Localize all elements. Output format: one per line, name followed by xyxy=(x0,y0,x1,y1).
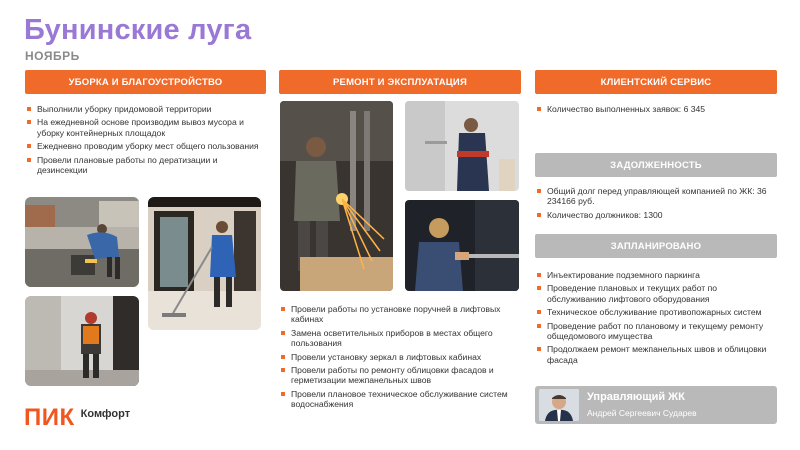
planned-header-label: ЗАПЛАНИРОВАНО xyxy=(610,240,702,252)
list-item: Выполнили уборку придомовой территории xyxy=(27,104,265,114)
list-item: Провели плановые работы по дератизации и дезинсекции xyxy=(27,155,265,176)
planned-header xyxy=(535,234,777,258)
list-item: Техническое обслуживание противопожарных систем xyxy=(537,307,775,317)
list-item: Замена осветительных приборов в местах общего пользования xyxy=(281,328,521,349)
logo-product: Комфорт xyxy=(80,408,131,420)
list-item: Продолжаем ремонт межпанельных швов и облицовки фасада xyxy=(537,344,775,365)
list-item: Проведение плановых и текущих работ по обслуживанию лифтового оборудования xyxy=(537,283,775,304)
manager-title: Управляющий ЖК xyxy=(587,391,685,403)
list-item: Провели плановое техническое обслуживание систем водоснабжения xyxy=(281,389,521,410)
planned-list xyxy=(537,270,775,368)
photo-handrail-install xyxy=(405,101,519,191)
cleaning-header xyxy=(25,70,266,94)
list-item: Проведение работ по плановому и текущему ремонту общедомового имущества xyxy=(537,321,775,342)
photo-floor-cleaning xyxy=(148,197,261,330)
photo-disinfection xyxy=(25,296,139,386)
debt-header xyxy=(535,153,777,177)
page-subtitle: НОЯБРЬ xyxy=(25,49,80,63)
list-item: Ежедневно проводим уборку мест общего пользования xyxy=(27,141,265,151)
manager-avatar xyxy=(539,389,579,421)
list-item: На ежедневной основе производим вывоз мусора и уборку контейнерных площадок xyxy=(27,117,265,138)
client-service-header xyxy=(535,70,777,94)
manager-card xyxy=(535,386,777,424)
cleaning-header-label: УБОРКА И БЛАГОУСТРОЙСТВО xyxy=(68,76,223,88)
list-item: Количество должников: 1300 xyxy=(537,210,775,220)
list-item: Провели установку зеркал в лифтовых кабинах xyxy=(281,352,521,362)
repair-header xyxy=(279,70,521,94)
photo-yard-cleaning xyxy=(25,197,139,287)
photo-welding xyxy=(280,101,393,291)
list-item: Количество выполненных заявок: 6 345 xyxy=(537,104,775,114)
page-title: Бунинские луга xyxy=(24,14,252,46)
list-item: Инъектирование подземного паркинга xyxy=(537,270,775,280)
photo-elevator-work xyxy=(405,200,519,291)
debt-header-label: ЗАДОЛЖЕННОСТЬ xyxy=(610,159,702,171)
list-item: Общий долг перед управляющей компанией по ЖК: 36 234166 руб. xyxy=(537,186,775,207)
debt-list xyxy=(537,186,775,223)
client-service-list xyxy=(537,104,775,117)
logo-brand: ПИК xyxy=(24,404,75,431)
client-service-header-label: КЛИЕНТСКИЙ СЕРВИС xyxy=(600,76,712,88)
pik-comfort-logo xyxy=(24,404,130,432)
repair-header-label: РЕМОНТ И ЭКСПЛУАТАЦИЯ xyxy=(333,76,467,88)
repair-list xyxy=(281,304,521,413)
manager-name: Андрей Сергеевич Сударев xyxy=(587,408,697,418)
cleaning-list xyxy=(27,104,265,178)
list-item: Провели работы по установке поручней в лифтовых кабинах xyxy=(281,304,521,325)
list-item: Провели работы по ремонту облицовки фасадов и герметизации межпанельных швов xyxy=(281,365,521,386)
